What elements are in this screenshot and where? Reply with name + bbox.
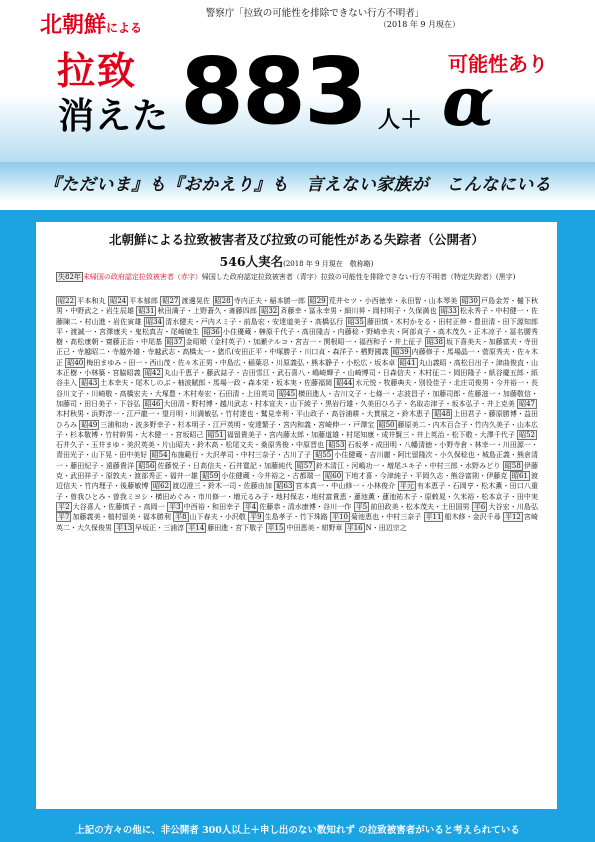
year-names: 福留貴美子・宮内藤太郎・加藤道雄・村尾知康・成井賢三・井上英治・松下敬・大澤千代子 — [226, 430, 515, 439]
year-names: 加藤義美・植村留美・福本勝利 — [72, 513, 171, 522]
year-tag: 昭54 — [151, 451, 168, 460]
year-group — [150, 451, 311, 459]
year-names: 生島孝子・竹下珠路 — [264, 513, 328, 522]
year-tag: 平10 — [332, 513, 348, 522]
year-names: 小住健蔵・吉川麗・阿比留隆次・小久保稔也・城島正義・熊倉清一・藤田紀子・遠藤貴洋 — [56, 451, 538, 470]
year-tag: 昭40 — [67, 358, 84, 367]
year-group — [160, 297, 210, 305]
year-names: 藤田慎・木村かをる・田村正伸・豊田清・田下源知郎平・渡誠一・宮澤康夫・鬼松真吉・尾崎暁生 — [56, 317, 538, 336]
year-names: 前田政美・松本茂夫・土田国男 — [370, 502, 470, 511]
year-group — [167, 503, 240, 511]
year-names: 石井久子・玉井まゆ・美沢英美・片山昭夫・鈴木高・松尾文夫・桑原秀俊・中原晋也 — [56, 441, 325, 450]
year-names: 中田恵美・紺野章 — [286, 523, 343, 532]
year-names: 金昭順（金村英子）・加瀬テルコ・宮吉一・関根昭一・福西和子・井上征子 — [185, 338, 423, 347]
year-tag: 平13 — [116, 523, 133, 532]
police-date: （2018 年 9 月現在） — [378, 20, 460, 29]
legend-intro — [56, 272, 538, 282]
year-names: 菊池恵也・中村三奈子 — [351, 513, 422, 522]
year-group — [243, 503, 352, 511]
nk-title: 北朝鮮 — [40, 13, 107, 38]
year-group — [79, 421, 374, 429]
year-group — [56, 503, 165, 511]
year-names: 戸島金芳・樋下秋男・中野武之・岩生辰雄 — [56, 297, 538, 316]
year-tag: 昭49 — [81, 420, 98, 429]
year-tag: 昭27 — [162, 297, 179, 305]
year-names: 渡辺信夫・竹内理子・後藤敏博 — [56, 472, 538, 491]
year-tag: 平14 — [188, 523, 205, 532]
year-group — [345, 524, 407, 532]
year-tag: 昭50 — [378, 420, 395, 429]
year-tag: 昭61 — [511, 472, 528, 481]
year-group — [79, 379, 332, 387]
headline-possibility: 可能性あり — [448, 52, 548, 76]
year-tag: 昭41 — [399, 358, 416, 367]
year-names: 横田進人・吉川文子・七條一・志波昌子・加藤司郎・佐藤滋一・加藤敬信・加藤司・田日美子・下谷弘 — [56, 389, 538, 408]
year-group — [274, 482, 395, 490]
year-names: 船木修・金沢千尋 — [444, 513, 501, 522]
year-tag: 昭45 — [279, 389, 296, 398]
year-names: 佐藤恭・清水康博・谷川一作 — [259, 502, 352, 511]
year-group — [295, 462, 501, 470]
footer-note: 上記の方々の他に、非公開者 300人以上＋申し出のない数知れず の拉致被害者がいると考えられている — [75, 825, 520, 836]
year-names: N・田辺宗之 — [365, 523, 407, 532]
year-tag: 平15 — [267, 523, 284, 532]
year-names: 小住優蔵・榊原千代子・高田隆吉・内藤稔・野崎幸夫・阿部貞子・高木茂久・正木凉子・冨名腰秀樹・高松康朝・齋藤正治・中尾基 — [56, 327, 538, 347]
year-tag: 昭47 — [519, 399, 536, 408]
year-group — [56, 513, 171, 521]
year-group — [248, 513, 328, 521]
police-caption — [150, 8, 480, 30]
year-tag: 昭34 — [145, 317, 162, 326]
year-names: 内藤修子・馬場晶一・菅原秀夫・佐々木正 — [56, 348, 538, 367]
year-names: 鈴木清江・河嶋功一・増尾ユキ子・中村三郎・水野みどり — [315, 461, 501, 470]
year-names: 秋田満子・上野蒼久・斎藤四郎 — [157, 307, 257, 316]
year-tag: 昭52 — [519, 430, 535, 439]
year-tag: 昭51 — [207, 430, 224, 439]
year-names: 大田清・野村博・越川武志・村本宣夫・山下綾子・黒岩行雄・久美田ひろ子・名取志津子・坂本弘子・井上克美 — [163, 399, 515, 408]
nk-suffix: による — [106, 21, 143, 35]
year-group — [472, 503, 538, 511]
headline-hito-plus: 人＋ — [378, 108, 423, 133]
year-group — [308, 297, 458, 305]
headline-alpha: α — [442, 62, 495, 142]
legend-mid-text: 帰国した政府認定拉致被害者（青字） — [201, 273, 321, 281]
year-group — [143, 400, 515, 408]
year-group — [206, 431, 515, 439]
year-tag: 昭36 — [203, 327, 220, 336]
year-group — [173, 513, 246, 521]
year-group — [354, 503, 470, 511]
year-tag: 昭46 — [144, 399, 161, 408]
year-tag: 昭44 — [336, 379, 353, 388]
year-names: 伊藤克・武田祥子・原敦夫・渡部秀正・福井一雄 — [56, 461, 538, 481]
year-tag: 昭35 — [347, 317, 364, 326]
year-tag: 平9 — [250, 513, 262, 522]
year-group — [114, 524, 184, 532]
year-names: 上田君子・藤原勝博・益田ひろみ — [56, 410, 539, 429]
year-tag: 平元 — [399, 482, 414, 491]
year-tag: 昭31 — [138, 307, 155, 316]
year-names: 丸山千恵子・藤武誌子・吉田雪江・武石喜八・嶋崎輝子・山崎博司・日森信夫・木村征二・岡田隆子・紙谷慶五郎・紙谷圭入 — [56, 369, 539, 388]
year-tag: 昭24 — [110, 297, 127, 305]
year-names: 木村秋男・浜野淳一・江戸龍一・望月明・川満敏弘・竹村達也・鷲見幸利・平山政子・高谷浦耕・大貫展之・鈴木恵子 — [56, 410, 431, 419]
header-nk-title — [40, 8, 142, 39]
year-names: 石坂孝・成田明・八幡清徳・小野寺倉・林幸一・川田源一・青田光子・山下晃・田中美好 — [56, 441, 539, 460]
year-group — [266, 524, 343, 532]
year-tag: 平7 — [58, 513, 70, 522]
year-tag: 昭48 — [434, 410, 451, 419]
year-tag: 昭30 — [461, 297, 478, 305]
year-names: 有本恵子・石岡亨・松木薫・田口八重子・曽我ひとみ・曽我ミヨシ・横田めぐみ・市川修一・増元るみ子・地村保志・地村富貴恵・蓮池薫・蓮池祐木子・原敕晁・久米裕・松本京子・田中実 — [56, 482, 539, 501]
year-group — [213, 297, 306, 305]
legend-rest-text: 拉致の可能性を排除できない行方不明者（特定失踪者）(黒字) — [320, 273, 516, 281]
legend-tag: 失82年 — [58, 273, 81, 281]
year-tag: 昭38 — [426, 338, 443, 347]
year-names: 藤田進・宮下敬子 — [207, 523, 264, 532]
year-names: 大谷宏・川島弘 — [488, 502, 538, 511]
year-names: 渡邊晃佐 — [181, 297, 211, 305]
year-tag: 平12 — [504, 513, 521, 522]
year-tag: 昭22 — [58, 297, 75, 305]
year-names: 坂下喜美夫・加藤富夫・寺田正己・寺越昭二・寺越外雄・寺越武志・高橋太一・猪爪(安田正平・中塚勝子・川口貞・森洋子・栖野國義 — [56, 338, 538, 357]
year-names: 布施範行・大沢孝司・中村三奈子・古川了子 — [170, 451, 312, 460]
year-names: 大谷喜人・佐藤慎子・高岡一 — [72, 502, 165, 511]
year-names: 早坂正・三浦淳 — [135, 523, 185, 532]
year-tag: 昭56 — [138, 461, 155, 470]
year-group — [186, 524, 263, 532]
year-group — [144, 318, 343, 326]
year-tag: 平16 — [346, 523, 363, 532]
year-tag: 平8 — [175, 513, 187, 522]
year-tag: 昭55 — [315, 451, 332, 460]
year-names: 寺内正夫・稲本勝一郎 — [233, 297, 306, 305]
legend-red-text: 未帰国の政府認定拉致被害者（赤字） — [82, 273, 202, 281]
year-group — [151, 482, 272, 490]
year-tag: 昭58 — [504, 461, 521, 470]
year-names: 丸山義昭・高松日出子・津曲俊直・山本正樹・小林築・宮脇昭義 — [56, 358, 539, 378]
headline-kieta: 消えた — [58, 96, 170, 137]
police-line: 警察庁「拉致の可能性を排除できない行方不明者」 — [205, 8, 425, 19]
year-group — [323, 472, 507, 480]
headline-number: 883 — [180, 38, 367, 145]
year-names: 梅田まゆみ・田一・西山茂・佐々木正男・中島広・稲葉忍・川原義弘・熊本静子・小松広・坂本卓 — [86, 358, 396, 367]
year-group — [56, 297, 106, 305]
year-names: 下地才喜・今津純子・平岡久志・熊谷富則・伊藤克 — [344, 472, 508, 481]
year-names: 平本和丸 — [77, 297, 106, 305]
year-names: 藤原美二・内木百合子・竹内久美子・山本広子・杉本敬博・竹村幹男・大木健一・宮坂昭己 — [56, 420, 539, 439]
year-names: 斉藤幸・冨永幸男・細川昇・岡村明子・久保満也 — [280, 307, 437, 316]
headline-rachi: 拉致 — [57, 49, 138, 93]
year-group — [424, 513, 501, 521]
year-names: 三浦和功・波多野幸子・杉本明子・江戸英明・安達繁子・宮内和義・宮崎伸一・戸澤宝 — [100, 420, 375, 429]
year-group — [65, 359, 395, 367]
year-tag: 平4 — [244, 502, 257, 511]
year-names: 平本郁郎 — [129, 297, 158, 305]
year-tag: 平3 — [169, 502, 181, 511]
year-tag: 昭37 — [166, 338, 183, 347]
year-tag: 平2 — [58, 502, 70, 511]
year-names: 荒井セツ・小西徳幸・永田智・山本琴美 — [328, 297, 458, 305]
year-tag: 昭43 — [81, 379, 98, 388]
year-names: 宮本真一・中山修一・小林俊介 — [295, 482, 396, 491]
year-group — [200, 472, 321, 480]
year-names: 松永秀子・中村健一・佐藤陳二・村山進・岩佐寅雄 — [56, 307, 538, 326]
slogan: 『ただいま』も『おかえり』も 言えない家族が こんなにいる — [43, 175, 552, 195]
year-tag: 昭60 — [325, 472, 342, 481]
year-names: 渡辺澄三・鈴木一司・佐藤由加 — [172, 482, 272, 491]
panel-title: 北朝鮮による拉致被害者及び拉致の可能性がある失踪者（公開者） — [108, 232, 484, 247]
year-names: 中西裕・和田幸子 — [183, 502, 241, 511]
year-tag: 昭53 — [328, 441, 345, 450]
year-group — [165, 338, 423, 346]
year-tag: 昭39 — [392, 348, 409, 357]
count-note: (2018 年 9 月現在 敬称略) — [283, 260, 374, 268]
panel-count — [36, 252, 557, 270]
year-tag: 昭42 — [145, 369, 161, 378]
year-names: 佐藤悦子・日高信夫・石井寛記・加藤純代 — [157, 461, 293, 470]
year-names: 清水健夫・戸内スミ子・前島宏・安達道美子・高橋弘行 — [165, 317, 344, 326]
year-tag: 平6 — [473, 502, 486, 511]
year-tag: 平5 — [355, 502, 368, 511]
year-names: 山下春夫・小沢敬 — [189, 513, 246, 522]
year-names: 宮崎英二・大久保俊男 — [56, 513, 538, 532]
year-tag: 昭59 — [202, 472, 219, 481]
year-tag: 昭33 — [440, 307, 457, 316]
year-tag: 昭28 — [214, 297, 231, 305]
year-names: 小住健蔵・今井裕之・古都瑞一 — [221, 472, 321, 481]
year-tag: 昭32 — [261, 307, 278, 316]
year-group — [259, 307, 436, 315]
year-tag: 昭29 — [309, 297, 326, 305]
year-names: 水元悦・牧藤典夫・別役佳子・北庄司俊男・今井裕一・長谷川文子・川崎敬・高橋宏夫・大塚豊・木村寿宏・石田清・上田英司 — [56, 379, 538, 398]
year-tag: 昭62 — [153, 482, 170, 491]
count-value: 546人実名 — [219, 254, 284, 269]
year-group — [330, 513, 421, 521]
year-names: 土本幸夫・尾木しのぶ・柚波賦郎・馬場一政・森本栄・坂本実・佐藤福岡 — [100, 379, 333, 388]
year-group — [108, 297, 158, 305]
year-tag: 昭57 — [296, 461, 313, 470]
year-tag: 昭63 — [276, 482, 293, 491]
year-group — [136, 307, 257, 315]
year-group — [136, 462, 292, 470]
year-tag: 平11 — [425, 513, 442, 522]
names-list — [56, 296, 538, 533]
